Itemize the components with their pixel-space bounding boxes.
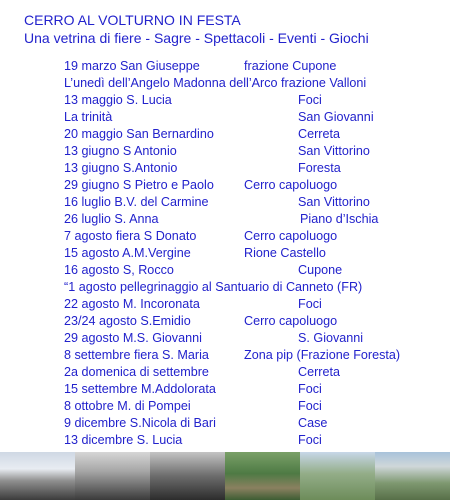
event-place: Cerro capoluogo [244,314,338,328]
event-place: Foci [298,382,322,396]
event-name: 16 luglio B.V. del Carmine [64,195,209,209]
page-title: CERRO AL VOLTURNO IN FESTA [24,12,241,28]
vintage-photo-image [75,452,150,500]
event-name: 15 agosto A.M.Vergine [64,246,191,260]
event-name: 15 settembre M.Addolorata [64,382,216,396]
event-name: 26 luglio S. Anna [64,212,159,226]
event-name: 19 marzo San Giuseppe [64,59,200,73]
event-place: Piano d’Ischia [300,212,379,226]
page-subtitle: Una vetrina di fiere - Sagre - Spettacoli - Eventi - Giochi [24,30,369,46]
event-name: 29 agosto M.S. Giovanni [64,331,202,345]
event-place: Cerro capoluogo [244,178,338,192]
event-place: frazione Cupone [244,59,337,73]
event-place: San Vittorino [298,144,370,158]
event-place: Case [298,416,328,430]
event-name: 13 giugno S Antonio [64,144,177,158]
event-name: 7 agosto fiera S Donato [64,229,197,243]
event-name: 23/24 agosto S.Emidio [64,314,191,328]
event-name: La trinità [64,110,113,124]
event-place: San Giovanni [298,110,374,124]
group-photo-image [0,452,75,500]
photo-strip [0,452,450,500]
hillside-village-image [375,452,450,500]
event-name: L’unedì dell’Angelo Madonna dell’Arco frazione Valloni [64,76,367,90]
village-photo-image [225,452,300,500]
event-place: Foci [298,399,322,413]
landscape-photo-image [300,452,375,500]
event-place: S. Giovanni [298,331,364,345]
event-place: Foresta [298,161,341,175]
event-place: Rione Castello [244,246,326,260]
event-name: 16 agosto S, Rocco [64,263,174,277]
event-name: 13 giugno S.Antonio [64,161,178,175]
event-name: 13 dicembre S. Lucia [64,433,183,447]
event-place: Foci [298,433,322,447]
event-place: Cerreta [298,127,340,141]
event-name: 2a domenica di settembre [64,365,209,379]
crowd-photo-image [150,452,225,500]
event-name: “1 agosto pellegrinaggio al Santuario di Canneto (FR) [64,280,363,294]
event-name: 8 ottobre M. di Pompei [64,399,191,413]
event-place: Foci [298,297,322,311]
event-place: Cerreta [298,365,340,379]
event-place: San Vittorino [298,195,370,209]
event-place: Foci [298,93,322,107]
event-name: 22 agosto M. Incoronata [64,297,200,311]
event-name: 13 maggio S. Lucia [64,93,172,107]
event-name: 9 dicembre S.Nicola di Bari [64,416,216,430]
event-place: Cerro capoluogo [244,229,338,243]
event-place: Cupone [298,263,343,277]
event-name: 20 maggio San Bernardino [64,127,214,141]
event-place: Zona pip (Frazione Foresta) [244,348,401,362]
event-name: 8 settembre fiera S. Maria [64,348,209,362]
event-name: 29 giugno S Pietro e Paolo [64,178,214,192]
